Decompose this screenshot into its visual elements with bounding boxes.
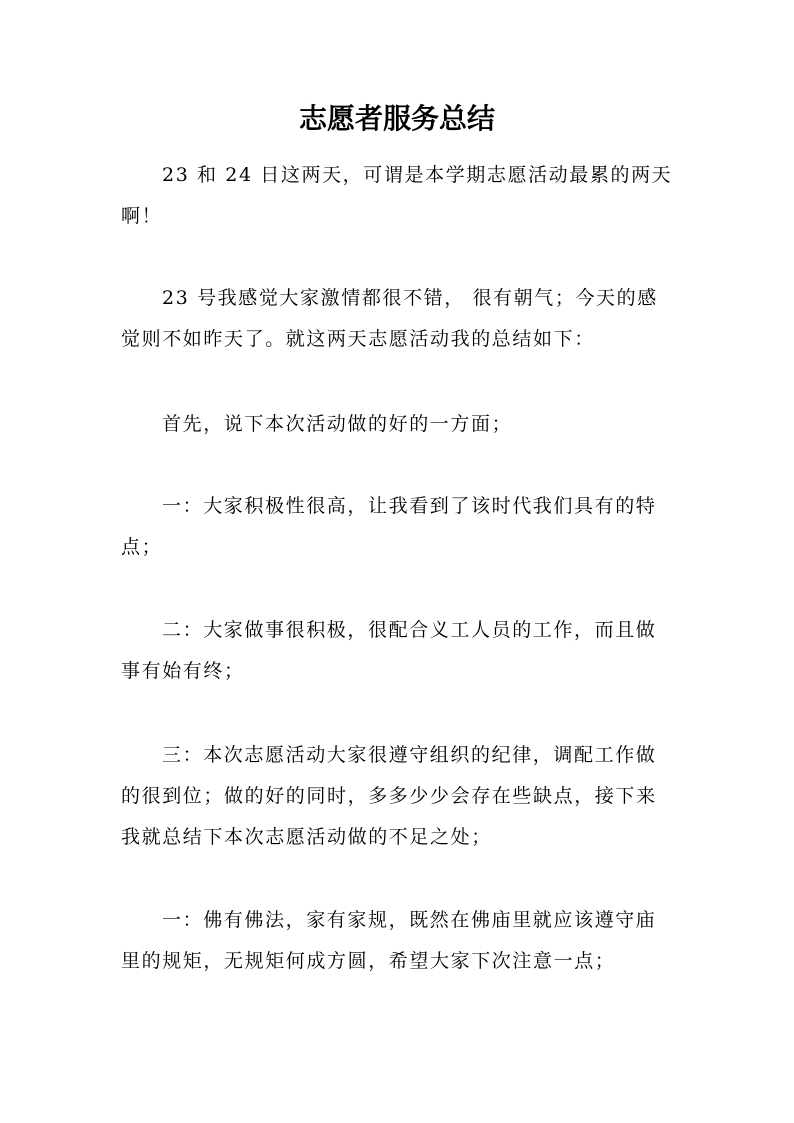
paragraph-3: 首先，说下本次活动做的好的一方面； [162,413,513,435]
paragraph-7: 一：佛有佛法，家有家规，既然在佛庙里就应该遵守庙里的规矩，无规矩何成方圆，希望大家下次注意一点； [121,909,657,972]
document-title: 志愿者服务总结 [298,102,495,135]
paragraph-5: 二：大家做事很积极，很配合义工人员的工作，而且做事有始有终； [121,619,657,682]
paragraph-1: 23 和 24 日这两天，可谓是本学期志愿活动最累的两天啊！ [121,164,673,227]
paragraph-4: 一：大家积极性很高，让我看到了该时代我们具有的特点； [121,495,657,558]
paragraph-2: 23 号我感觉大家激情都很不错， 很有朝气；今天的感觉则不如昨天了。就这两天志愿活动我的总结如下： [121,287,658,350]
paragraph-6: 三：本次志愿活动大家很遵守组织的纪律，调配工作做的很到位；做的好的同时，多多少少会存在些缺点，接下来我就总结下本次志愿活动做的不足之处； [121,744,657,848]
